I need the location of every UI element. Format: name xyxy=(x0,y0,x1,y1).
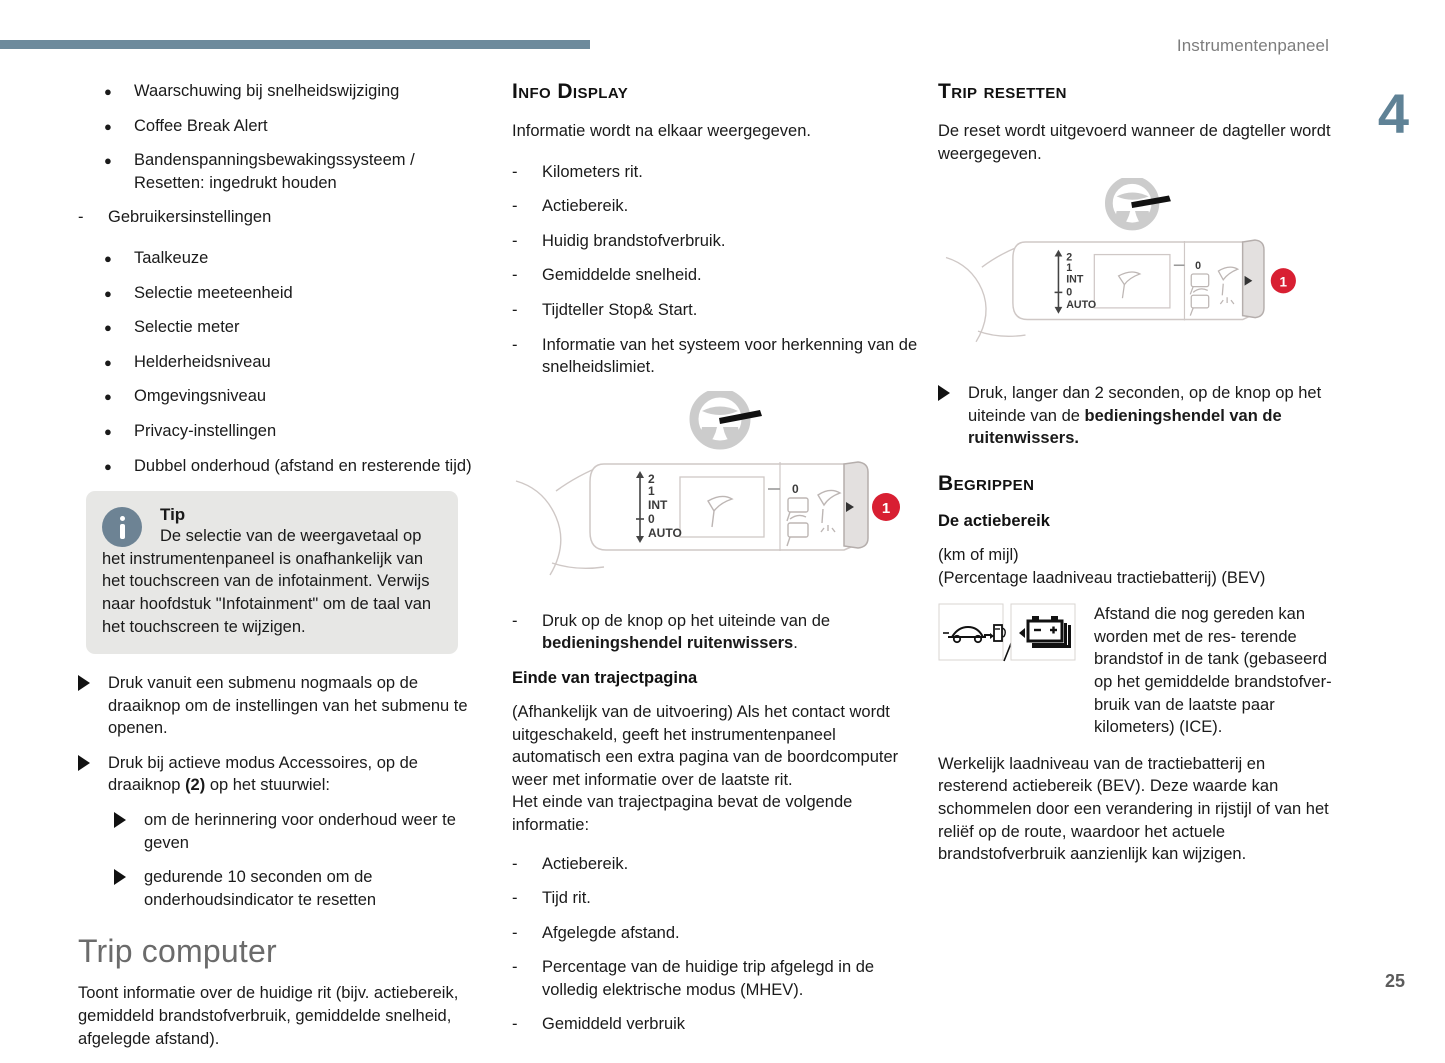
glossary-icons xyxy=(938,603,1078,739)
list-item xyxy=(104,385,488,408)
bullet-icon: ● xyxy=(104,389,112,405)
list-item-label xyxy=(108,752,488,797)
list-item-label: Taalkeuze xyxy=(134,248,209,267)
text-post: . xyxy=(793,634,798,653)
dash-icon: - xyxy=(512,335,518,354)
wiper-stalk-svg xyxy=(512,391,912,596)
list-item xyxy=(512,853,920,876)
list-item xyxy=(104,247,488,270)
list-item xyxy=(104,115,488,138)
dash-icon: - xyxy=(512,300,518,319)
text-pre: Druk bij actieve modus Accessoires, op de draaiknop xyxy=(108,753,418,795)
list-item xyxy=(512,230,920,253)
triangle-bullet-icon xyxy=(114,866,144,911)
list-item-label: Selectie meter xyxy=(134,318,240,337)
list-item-label: Actiebereik. xyxy=(542,197,629,216)
glossary-text: Afstand die nog gereden kan worden met de res- terende brandstof in de tank (gebaseerd op het gemiddelde brandstofver- bruik van de laatste paar kilometers) (ICE). xyxy=(1094,605,1332,737)
paragraph-trajectpagina-2: Het einde van trajectpagina bevat de volgende informatie: xyxy=(512,793,853,834)
list-item xyxy=(938,382,1334,450)
trajectpagina-list xyxy=(512,853,920,1037)
text-bold: (2) xyxy=(185,776,206,795)
list-item-label: Actiebereik. xyxy=(542,854,629,873)
section-heading-trip-resetten: Trip resetten xyxy=(938,80,1067,103)
page-header-title: Instrumentenpaneel xyxy=(1176,36,1329,55)
list-item-label xyxy=(542,610,920,655)
list-item xyxy=(512,195,920,218)
bullet-icon: ● xyxy=(104,285,112,301)
triangle-bullet-icon xyxy=(114,809,144,854)
list-item-label: Percentage van de huidige trip afgelegd in de volledig elektrische modus (MHEV). xyxy=(542,958,875,999)
term-line-1: (km of mijl) xyxy=(938,545,1019,564)
range-icons-svg xyxy=(938,603,1078,665)
column-left xyxy=(78,80,488,1063)
press-note-list xyxy=(512,610,920,655)
dash-icon: - xyxy=(512,958,518,977)
tip-body: het instrumentenpaneel is onafhankelijk van het touchscreen van de infotainment. Verwijs naar hoofdstuk "Infotainment" om de taal van het touchscreen te wijzigen. xyxy=(102,549,432,636)
svg-text:1: 1 xyxy=(648,483,655,498)
bullet-icon: ● xyxy=(104,250,112,266)
dash-icon: - xyxy=(512,266,518,285)
bullet-icon: ● xyxy=(104,354,112,370)
tip-first-line: De selectie van de weergavetaal op xyxy=(160,527,422,546)
list-item xyxy=(78,672,488,740)
section-heading-begrippen: Begrippen xyxy=(938,471,1035,495)
closing-paragraph: Werkelijk laadniveau van de tractiebatterij en resterend actiebereik (BEV). Deze waarde kan schommelen door een verandering in rijstijl of van het reliëf op de route, waardoor het actuele brandstofverbruik aanzienlijk kan wijzigen. xyxy=(938,754,1329,864)
dash-icon: - xyxy=(512,889,518,908)
steering-wheel-icon xyxy=(694,393,762,446)
term-line-2: (Percentage laadniveau tractiebatterij) (BEV) xyxy=(938,568,1266,587)
list-item-label: Tijd rit. xyxy=(542,889,591,908)
svg-text:2: 2 xyxy=(648,471,655,486)
svg-text:0: 0 xyxy=(1066,286,1073,299)
list-item-label: Druk vanuit een submenu nogmaals op de draaiknop om de instellingen van het submenu te openen. xyxy=(108,674,468,738)
list-item xyxy=(114,809,488,854)
list-item xyxy=(104,282,488,305)
section-heading-info-display: Info Display xyxy=(512,80,629,103)
svg-text:1: 1 xyxy=(1066,262,1073,275)
list-item xyxy=(114,866,488,911)
svg-text:AUTO: AUTO xyxy=(1066,299,1097,312)
dash-icon: - xyxy=(512,231,518,250)
bullet-icon: ● xyxy=(104,458,112,474)
bullet-icon: ● xyxy=(104,320,112,336)
subheading-einde-trajectpagina: Einde van trajectpagina xyxy=(512,668,698,687)
list-item-label xyxy=(968,382,1334,450)
list-item-label: Bandenspanningsbewakingssysteem / Resetten: ingedrukt houden xyxy=(134,151,415,192)
paragraph-trajectpagina-1: (Afhankelijk van de uitvoering) Als het contact wordt uitgeschakeld, geeft het instrumentenpaneel automatisch een extra pagina van de boordcomputer weer met informatie over de laatste rit. xyxy=(512,702,899,789)
list-item xyxy=(512,161,920,184)
list-item xyxy=(512,264,920,287)
triangle-bullet-icon xyxy=(78,672,108,740)
list-item-label: Kilometers rit. xyxy=(542,162,643,181)
tip-callout xyxy=(86,491,458,654)
list-item-label: Tijdteller Stop& Start. xyxy=(542,300,698,319)
column-middle xyxy=(512,80,920,1048)
list-item-label: gedurende 10 seconden om de onderhoudsindicator te resetten xyxy=(144,868,377,909)
list-item xyxy=(512,956,920,1001)
wiper-stalk-illustration xyxy=(512,391,920,596)
svg-text:0: 0 xyxy=(1195,260,1202,273)
list-item xyxy=(512,334,920,379)
list-item-label: Gemiddeld verbruik xyxy=(542,1015,686,1034)
column-right xyxy=(938,80,1334,879)
list-item-label: Privacy-instellingen xyxy=(134,421,277,440)
list-item xyxy=(512,299,920,322)
list-item xyxy=(78,206,488,229)
steering-wheel-icon xyxy=(1109,180,1171,228)
list-item-label: Coffee Break Alert xyxy=(134,116,268,135)
bullet-icon: ● xyxy=(104,153,112,169)
features-bullet-list xyxy=(78,80,488,229)
trip-computer-description: Toont informatie over de huidige rit (bijv. actiebereik, gemiddeld brandstofverbruik, gemiddelde snelheid, afgelegde afstand). xyxy=(78,984,459,1048)
info-display-intro: Informatie wordt na elkaar weergegeven. xyxy=(512,122,811,140)
info-display-list xyxy=(512,161,920,379)
list-item xyxy=(512,887,920,910)
car-fuel-range-icon xyxy=(939,604,1005,660)
bullet-icon: ● xyxy=(104,84,112,99)
dash-icon: - xyxy=(512,1015,518,1034)
tip-title: Tip xyxy=(160,505,186,525)
battery-range-icon xyxy=(1011,604,1075,660)
dash-icon: - xyxy=(512,923,518,942)
info-icon xyxy=(102,507,142,547)
dash-icon: - xyxy=(78,208,84,227)
dash-icon: - xyxy=(512,611,518,630)
triangle-bullet-icon xyxy=(78,752,108,797)
list-item xyxy=(512,610,920,655)
list-item-label: Afgelegde afstand. xyxy=(542,923,680,942)
text-bold: bedieningshendel van de ruitenwissers. xyxy=(968,406,1282,448)
trip-resetten-intro: De reset wordt uitgevoerd wanneer de dagteller wordt weergegeven. xyxy=(938,122,1331,163)
text-post: op het stuurwiel: xyxy=(205,776,330,795)
triangle-bullet-icon xyxy=(938,382,968,450)
list-item xyxy=(104,80,488,103)
list-item xyxy=(104,316,488,339)
list-item xyxy=(104,351,488,374)
svg-text:0: 0 xyxy=(792,481,799,496)
list-item-label: Omgevingsniveau xyxy=(134,387,267,406)
text-bold: bedieningshendel ruitenwissers xyxy=(542,634,794,653)
list-item xyxy=(78,752,488,797)
chapter-number: 4 xyxy=(1377,82,1409,145)
wiper-stalk-svg xyxy=(938,178,1334,368)
list-item xyxy=(512,922,920,945)
text-pre: Druk, langer dan 2 seconden, op de knop op het uiteinde van de xyxy=(968,384,1322,425)
dash-icon: - xyxy=(512,854,518,873)
list-item-label: Dubbel onderhoud (afstand en resterende tijd) xyxy=(134,456,472,475)
svg-text:2: 2 xyxy=(1066,251,1073,264)
glossary-row xyxy=(938,603,1334,739)
term-title: De actiebereik xyxy=(938,511,1050,530)
page-number: 25 xyxy=(1384,971,1405,991)
svg-text:INT: INT xyxy=(648,497,668,512)
list-item-label: Helderheidsniveau xyxy=(134,352,271,371)
list-item-label: Informatie van het systeem voor herkenning van de snelheidslimiet. xyxy=(542,335,918,377)
callout-badge-label: 1 xyxy=(881,499,891,517)
svg-text:0: 0 xyxy=(648,511,655,526)
reset-instruction-list xyxy=(938,382,1334,450)
list-item-label: Waarschuwing bij snelheidswijziging xyxy=(134,82,400,100)
bullet-icon: ● xyxy=(104,118,112,134)
list-item-label: Gemiddelde snelheid. xyxy=(542,266,702,285)
dash-icon: - xyxy=(512,162,518,181)
accent-bar xyxy=(0,40,590,49)
page-title: Trip computer xyxy=(78,933,277,970)
list-item-label: Huidig brandstofverbruik. xyxy=(542,231,726,250)
list-item xyxy=(104,420,488,443)
bullet-icon: ● xyxy=(104,423,112,439)
callout-badge-label: 1 xyxy=(1279,274,1288,290)
instruction-list xyxy=(78,672,488,911)
list-item-label: Selectie meeteenheid xyxy=(134,283,293,302)
dash-icon: - xyxy=(512,197,518,216)
list-item xyxy=(104,455,488,478)
text-pre: Druk op de knop op het uiteinde van de xyxy=(542,611,831,630)
svg-text:AUTO: AUTO xyxy=(648,525,682,540)
list-item-label: Gebruikersinstellingen xyxy=(108,208,272,227)
svg-text:INT: INT xyxy=(1066,273,1084,286)
list-item xyxy=(104,149,488,194)
list-item xyxy=(512,1013,920,1036)
wiper-stalk-illustration xyxy=(938,178,1334,368)
list-item-label: om de herinnering voor onderhoud weer te geven xyxy=(144,811,456,852)
user-settings-bullet-list xyxy=(78,247,488,477)
